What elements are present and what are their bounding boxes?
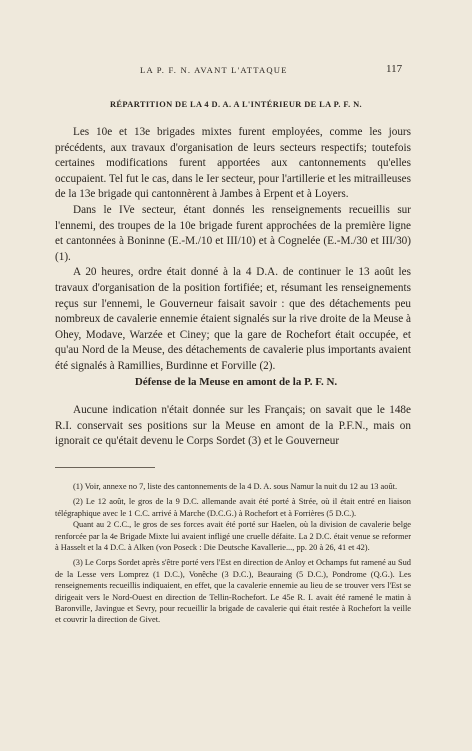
footnotes (55, 481, 411, 630)
paragraph-4: Aucune indication n'était donnée sur les Français; on savait que le 148e R.I. conservait ses positions sur la Meuse en amont de la P.F.N., mais on ignorait ce qu'était devenu le Corps Sordet (3) et le Gouverneur (55, 404, 411, 448)
paragraph-3: A 20 heures, ordre était donné à la 4 D.A. de continuer le 13 août les travaux d'organisation de la position fortifiée; et, résumant les renseignements reçus sur l'ennemi, le Gouverneur faisait savoir : que des détachements peu nombreux de cavalerie ennemie étaient signalés sur la rive droite de la Meuse à Ohey, Modave, Warzée et Ciney; que la gare de Rochefort était occupée, et qu'au Nord de la Meuse, des détachements de cavalerie plus importants avaient été signalés à Ramillies, Burdinne et Forville (2). (55, 266, 411, 372)
running-title: LA P. F. N. AVANT L'ATTAQUE (140, 65, 288, 75)
section-title: RÉPARTITION DE LA 4 D. A. A L'INTÉRIEUR DE LA P. F. N. (109, 100, 363, 109)
page-number: 117 (386, 63, 403, 75)
footnote-divider (55, 467, 155, 468)
body-text-block-2 (55, 403, 411, 450)
footnote-3: (3) Le Corps Sordet après s'être porté vers l'Est en direction de Anloy et Ochamps fut ramené au Sud de la Lesse vers Lomprez (1 D.C.), Vonêche (3 D.C.), Beauraing (5 D.C.), Pondrome (Q.G.). Les renseignements recueillis indiquaient, en effet, que la cavalerie ennemie au lieu de se trouver vers l'Est se dirigeait vers le Nord-Ouest en direction de Tellin-Rochefort. Le 45e R. I. avait été ramené le matin à Baronville, Javingue et Sevry, pour recueillir la brigade de cavalerie qui était restée à Rochefort la veille et couvrir la direction de Givet. (55, 558, 411, 625)
paragraph-1: Les 10e et 13e brigades mixtes furent employées, comme les jours précédents, aux travaux d'organisation de leurs secteurs respectifs; toutefois certaines modifications furent apportées aux cantonnements qu'elles occupaient. Tel fut le cas, dans le Ier secteur, pour l'artillerie et les mitrailleuses de la 13e brigade qui cantonnèrent à Jambes à Erpent et à Loyers. (55, 126, 411, 201)
footnote-2: (2) Le 12 août, le gros de la 9 D.C. allemande avait été porté à Strée, où il était entré en liaison télégraphique avec le 1 C.C. arrivé à Marche (D.C.G.) à Rochefort et à Forrières (5 D.C.). (55, 497, 411, 518)
body-text-block-1 (55, 125, 411, 375)
footnote-2-continued: Quant au 2 C.C., le gros de ses forces avait été porté sur Haelen, où la division de cavalerie belge renforcée par la 4e Brigade Mixte lui avaient infligé une cruelle défaite. La 2 D.C. était venue se reformer à Hasselt et la 4 D.C. à Alken (von Poseck : Die Deutsche Kavallerie..., pp. 20 à 26, 41 et 42). (55, 520, 411, 553)
paragraph-2: Dans le IVe secteur, étant donnés les renseignements recueillis sur l'ennemi, des troupes de la 10e brigade furent approchées de la première ligne et cantonnées à Boninne (E.-M./10 et III/10) et à Cognelée (E.-M./30 et III/30) (1). (55, 203, 411, 263)
subheading: Défense de la Meuse en amont de la P. F. N. (134, 376, 338, 388)
running-head (0, 65, 472, 79)
footnote-1: (1) Voir, annexe no 7, liste des cantonnements de la 4 D. A. sous Namur la nuit du 12 au 13 août. (73, 482, 398, 491)
